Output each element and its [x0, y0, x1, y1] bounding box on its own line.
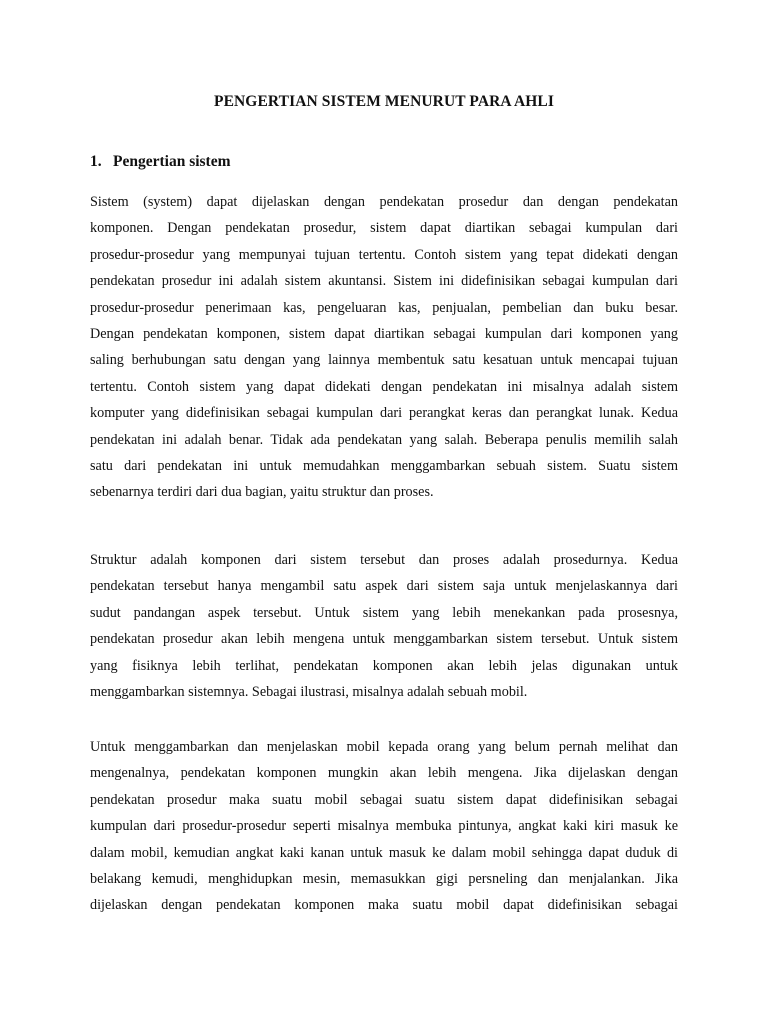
paragraph-line: Dengan pendekatan komponen, sistem dapat diartikan sebagai kumpulan dari komponen yang [90, 325, 678, 342]
paragraph-line: dijelaskan dengan pendekatan komponen maka suatu mobil dapat didefinisikan sebagai [90, 897, 678, 914]
section-heading-text: Pengertian sistem [113, 153, 231, 170]
paragraph-line: prosedur-prosedur penerimaan kas, pengeluaran kas, penjualan, pembelian dan buku besar. [90, 299, 678, 316]
paragraph-line: Sistem (system) dapat dijelaskan dengan pendekatan prosedur dan dengan pendekatan [90, 194, 678, 210]
paragraph-line: prosedur-prosedur yang mempunyai tujuan tertentu. Contoh sistem yang tepat didekati dengan [90, 246, 678, 263]
paragraph-line: pendekatan ini adalah benar. Tidak ada pendekatan yang salah. Beberapa penulis memilih salah [90, 431, 678, 448]
paragraph-line: saling berhubungan satu dengan yang lainnya membentuk satu kesatuan untuk mencapai tujuan [90, 352, 678, 369]
paragraph-line: komputer yang didefinisikan sebagai kumpulan dari perangkat keras dan perangkat lunak. Kedua [90, 405, 678, 422]
paragraph-2 [90, 547, 678, 705]
paragraph-line: pendekatan prosedur akan lebih mengena untuk menggambarkan sistem tersebut. Untuk sistem [90, 631, 678, 648]
paragraph-line: kumpulan dari prosedur-prosedur seperti misalnya membuka pintunya, angkat kaki kiri masuk ke [90, 818, 678, 835]
paragraph-line: belakang kemudi, menghidupkan mesin, memasukkan gigi persneling dan menjalankan. Jika [90, 870, 678, 887]
paragraph-3 [90, 734, 678, 919]
page-title: PENGERTIAN SISTEM MENURUT PARA AHLI [214, 93, 554, 110]
paragraph-line: Untuk menggambarkan dan menjelaskan mobil kepada orang yang belum pernah melihat dan [90, 739, 678, 755]
paragraph-line: mengenalnya, pendekatan komponen mungkin akan lebih mengena. Jika dijelaskan dengan [90, 765, 678, 782]
paragraph-line: dalam mobil, kemudian angkat kaki kanan untuk masuk ke dalam mobil sehingga dapat duduk di [90, 844, 678, 861]
paragraph-line: pendekatan prosedur ini adalah sistem akuntansi. Sistem ini didefinisikan sebagai kumpulan dari [90, 273, 678, 290]
paragraph-line: pendekatan prosedur maka suatu mobil sebagai suatu sistem dapat didefinisikan sebagai [90, 791, 678, 808]
section-heading [90, 153, 231, 171]
paragraph-line: komponen. Dengan pendekatan prosedur, sistem dapat diartikan sebagai kumpulan dari [90, 220, 678, 237]
paragraph-line: Struktur adalah komponen dari sistem tersebut dan proses adalah prosedurnya. Kedua [90, 552, 678, 568]
paragraph-line: satu dari pendekatan ini untuk memudahkan menggambarkan sebuah sistem. Suatu sistem [90, 457, 678, 474]
paragraph-1 [90, 189, 678, 506]
paragraph-line: sudut pandangan aspek tersebut. Untuk sistem yang lebih menekankan pada prosesnya, [90, 604, 678, 621]
section-number: 1. [90, 153, 102, 170]
paragraph-line: sebenarnya terdiri dari dua bagian, yaitu struktur dan proses. [90, 484, 434, 501]
paragraph-line: yang fisiknya lebih terlihat, pendekatan komponen akan lebih jelas digunakan untuk [90, 657, 678, 674]
paragraph-line: pendekatan tersebut hanya mengambil satu aspek dari sistem saja untuk menjelaskannya dari [90, 578, 678, 595]
paragraph-line: tertentu. Contoh sistem yang dapat didekati dengan pendekatan ini misalnya adalah sistem [90, 378, 678, 395]
paragraph-line: menggambarkan sistemnya. Sebagai ilustrasi, misalnya adalah sebuah mobil. [90, 683, 528, 700]
